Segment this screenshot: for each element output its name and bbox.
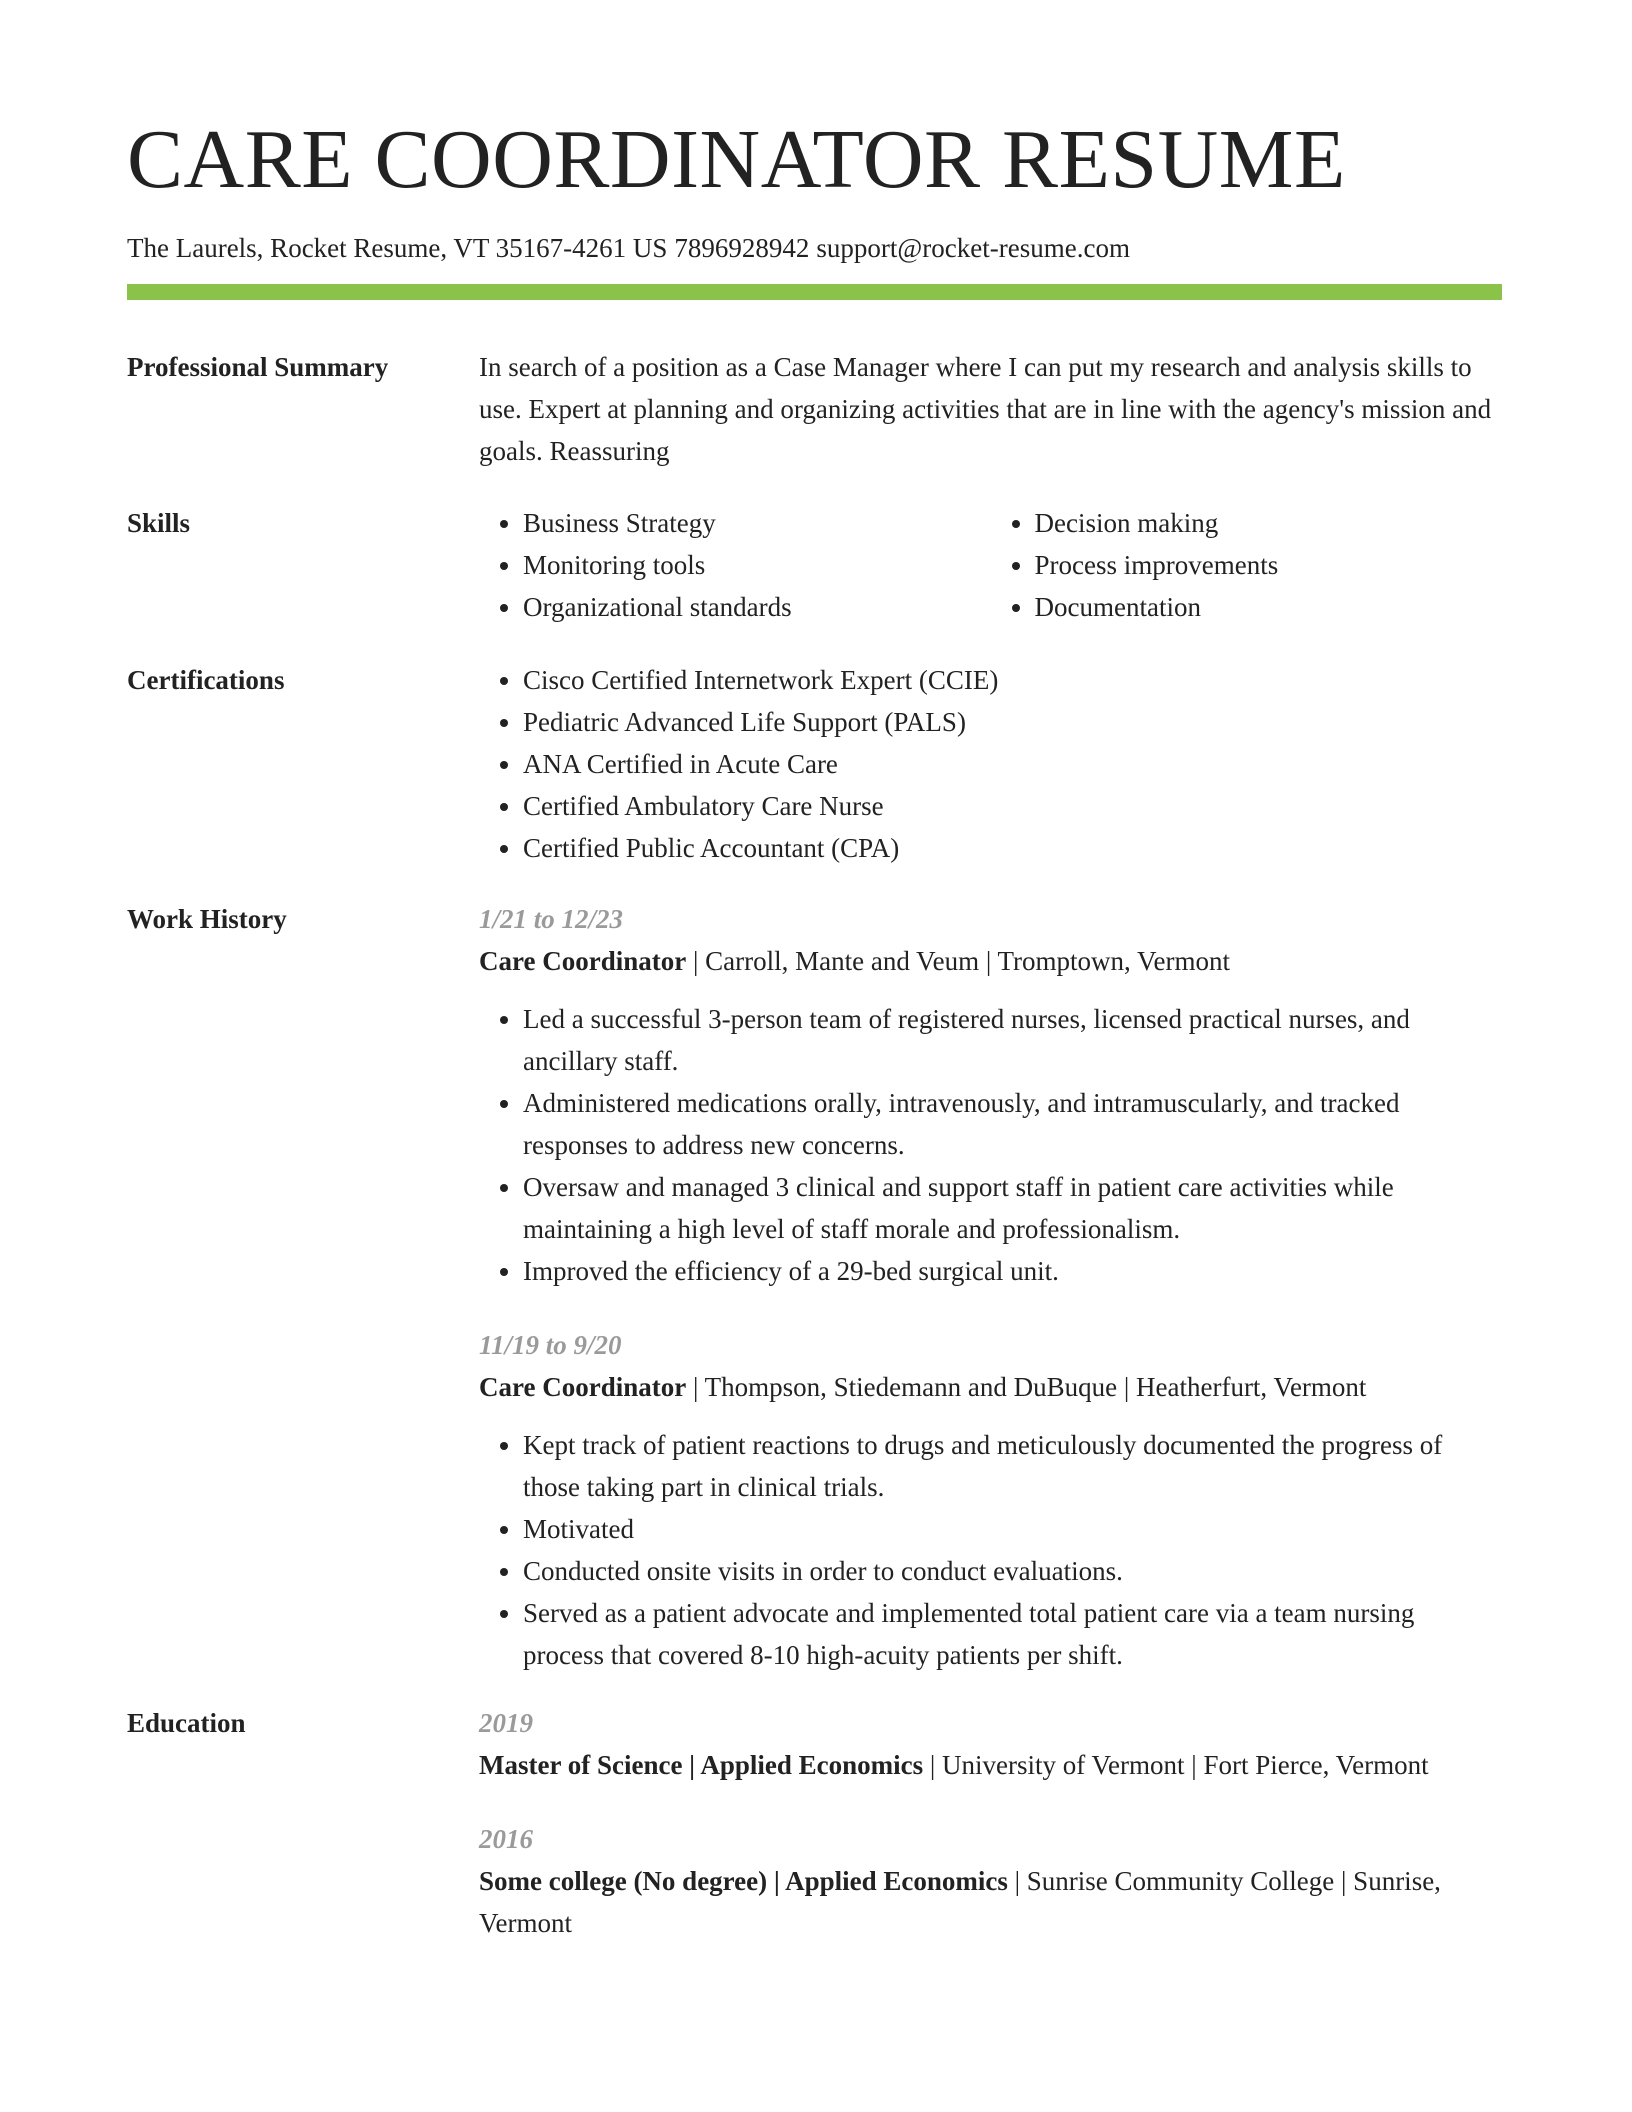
header-divider — [127, 284, 1502, 300]
job-bullets — [479, 1424, 1502, 1676]
work-history-label: Work History — [127, 904, 287, 934]
skill-item: • Monitoring tools — [523, 544, 991, 586]
skills-list-right — [991, 502, 1503, 628]
education-degree: Some college (No degree) | Applied Economics — [479, 1866, 1008, 1896]
job-dates: 1/21 to 12/23 — [479, 904, 624, 934]
job-details: | Carroll, Mante and Veum | Tromptown, Vermont — [686, 946, 1231, 976]
education-entry — [479, 1818, 1502, 1944]
job-heading — [479, 1366, 1502, 1408]
job-bullet: • Conducted onsite visits in order to conduct evaluations. — [523, 1550, 1502, 1592]
education-heading — [479, 1860, 1502, 1944]
job-bullet: • Oversaw and managed 3 clinical and support staff in patient care activities while maintaining a high level of staff morale and professionalism. — [523, 1166, 1502, 1250]
certification-item: • Cisco Certified Internetwork Expert (CCIE) — [523, 659, 1502, 701]
skills-label: Skills — [127, 508, 191, 538]
job-entry — [479, 1324, 1502, 1676]
contact-phone: 7896928942 — [674, 233, 810, 263]
education-year: 2016 — [479, 1824, 533, 1854]
summary-text: In search of a position as a Case Manager where I can put my research and analysis skills to use. Expert at planning and organizing activities that are in line with the agency's mission and goals. Reassuring — [479, 352, 1492, 466]
contact-address: The Laurels, Rocket Resume, VT 35167-4261 US — [127, 233, 668, 263]
work-history-body — [479, 898, 1502, 1676]
education-degree: Master of Science | Applied Economics — [479, 1750, 924, 1780]
contact-line — [127, 232, 1130, 264]
job-bullet: • Led a successful 3-person team of registered nurses, licensed practical nurses, and ancillary staff. — [523, 998, 1502, 1082]
contact-email: support@rocket-resume.com — [816, 233, 1130, 263]
job-bullet: • Kept track of patient reactions to drugs and meticulously documented the progress of those taking part in clinical trials. — [523, 1424, 1502, 1508]
certification-item: • Pediatric Advanced Life Support (PALS) — [523, 701, 1502, 743]
job-dates: 11/19 to 9/20 — [479, 1330, 622, 1360]
job-entry — [479, 898, 1502, 1292]
certifications-body — [479, 659, 1502, 869]
education-year: 2019 — [479, 1708, 533, 1738]
skills-list-left — [479, 502, 991, 628]
job-bullet: • Improved the efficiency of a 29-bed surgical unit. — [523, 1250, 1502, 1292]
certifications-label: Certifications — [127, 665, 285, 695]
skills-body — [479, 502, 1502, 628]
job-title: Care Coordinator — [479, 946, 687, 976]
job-heading — [479, 940, 1502, 982]
certification-item: • ANA Certified in Acute Care — [523, 743, 1502, 785]
job-bullet: • Motivated — [523, 1508, 1502, 1550]
skill-item: • Business Strategy — [523, 502, 991, 544]
page-title: CARE COORDINATOR RESUME — [127, 113, 1346, 206]
education-details: | Sunrise Community College | Sunrise, Vermont — [479, 1866, 1441, 1938]
summary-label: Professional Summary — [127, 352, 389, 382]
skill-item: • Process improvements — [1035, 544, 1503, 586]
certification-item: • Certified Public Accountant (CPA) — [523, 827, 1502, 869]
education-entry — [479, 1702, 1502, 1786]
job-bullet: • Administered medications orally, intravenously, and intramuscularly, and tracked responses to address new concerns. — [523, 1082, 1502, 1166]
certification-item: • Certified Ambulatory Care Nurse — [523, 785, 1502, 827]
education-label: Education — [127, 1708, 246, 1738]
skill-item: • Documentation — [1035, 586, 1503, 628]
job-bullet: • Served as a patient advocate and implemented total patient care via a team nursing process that covered 8-10 high-acuity patients per shift. — [523, 1592, 1502, 1676]
job-bullets — [479, 998, 1502, 1292]
skill-item: • Organizational standards — [523, 586, 991, 628]
education-heading — [479, 1744, 1502, 1786]
education-details: | University of Vermont | Fort Pierce, Vermont — [923, 1750, 1429, 1780]
education-body — [479, 1702, 1502, 1944]
job-details: | Thompson, Stiedemann and DuBuque | Heatherfurt, Vermont — [686, 1372, 1367, 1402]
certifications-list — [479, 659, 1502, 869]
job-title: Care Coordinator — [479, 1372, 687, 1402]
skill-item: • Decision making — [1035, 502, 1503, 544]
